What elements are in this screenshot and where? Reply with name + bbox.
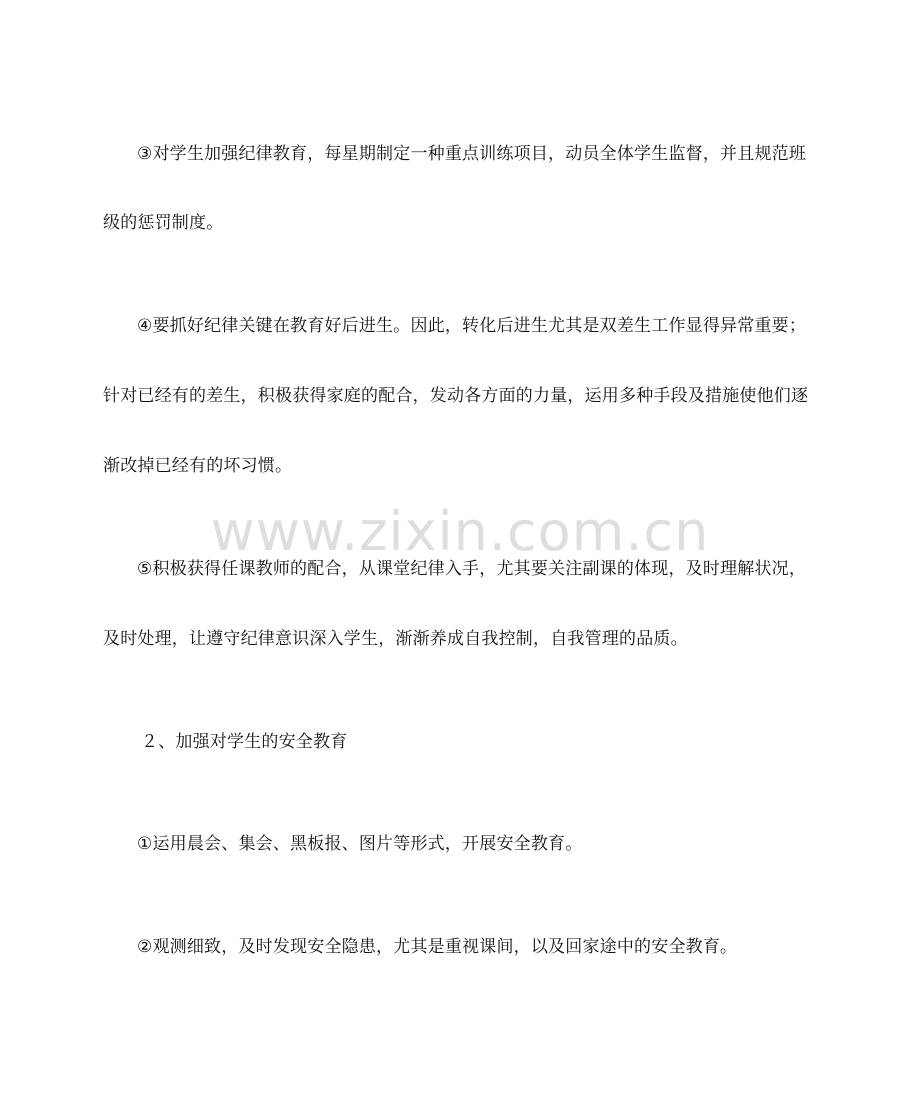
paragraph-4-line-2: 针对已经有的差生，积极获得家庭的配合，发动各方面的力量，运用多种手段及措施使他们逐 bbox=[103, 386, 809, 406]
paragraph-5-line-1: ⑤积极获得任课教师的配合，从课堂纪律入手，尤其要关注副课的体现，及时理解状况， bbox=[137, 559, 807, 579]
item-1: ①运用晨会、集会、黑板报、图片等形式，开展安全教育。 bbox=[137, 834, 583, 854]
section-heading: ２、加强对学生的安全教育 bbox=[141, 732, 348, 752]
paragraph-4-line-3: 渐改掉已经有的坏习惯。 bbox=[103, 456, 293, 476]
item-2: ②观测细致，及时发现安全隐患，尤其是重视课间，以及回家途中的安全教育。 bbox=[137, 937, 738, 957]
paragraph-3-line-2: 级的惩罚制度。 bbox=[103, 213, 224, 233]
watermark: www.zixin.com.cn bbox=[210, 500, 710, 563]
paragraph-4-line-1: ④要抓好纪律关键在教育好后进生。因此，转化后进生尤其是双差生工作显得异常重要； bbox=[137, 316, 807, 336]
paragraph-3-line-1: ③对学生加强纪律教育，每星期制定一种重点训练项目，动员全体学生监督，并且规范班 bbox=[137, 144, 807, 164]
paragraph-5-line-2: 及时处理，让遵守纪律意识深入学生，渐渐养成自我控制，自我管理的品质。 bbox=[103, 629, 688, 649]
